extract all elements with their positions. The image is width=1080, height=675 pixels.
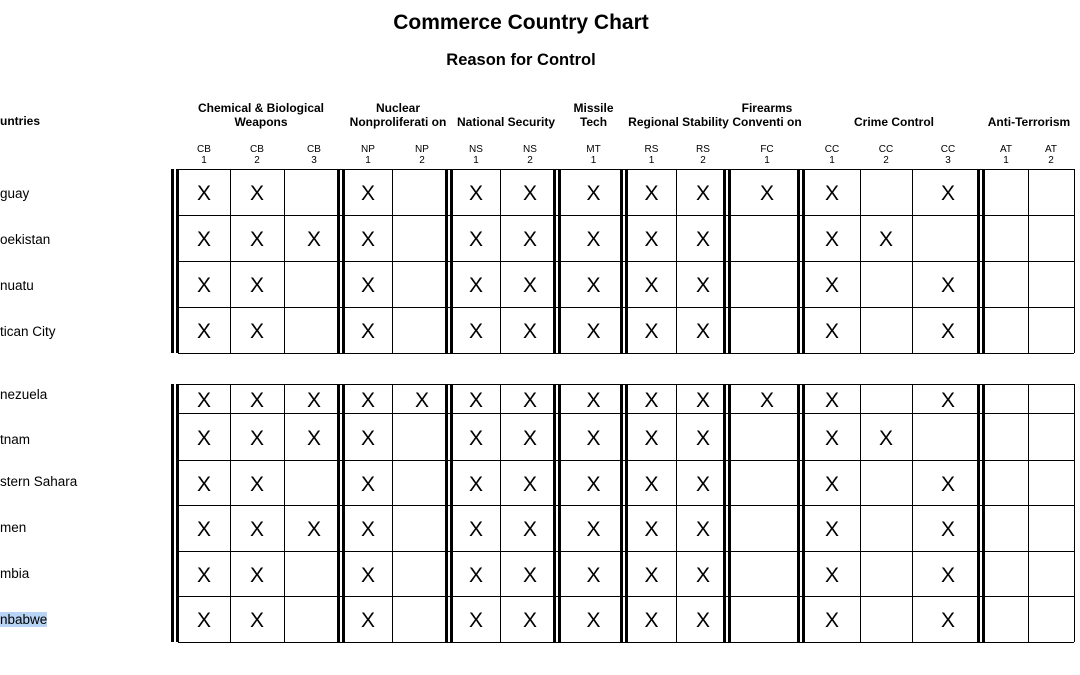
countries-column-header: untries (0, 114, 41, 128)
control-mark: X (249, 563, 264, 587)
control-mark: X (586, 472, 601, 496)
grid-column-line (1028, 169, 1029, 353)
grid-column-line (860, 169, 861, 353)
control-mark: X (695, 518, 710, 541)
grid-column-line (912, 169, 913, 353)
control-mark: X (824, 228, 839, 251)
column-code-label: CC 1 (824, 144, 840, 166)
country-name: tican City (0, 324, 56, 339)
control-mark: X (878, 426, 893, 450)
control-mark: X (586, 320, 601, 343)
control-mark: X (940, 609, 955, 632)
country-row-label[interactable] (0, 566, 29, 581)
control-mark: X (468, 472, 483, 496)
grid-group-divider (728, 384, 731, 642)
column-code-label: CC 3 (940, 144, 956, 166)
grid-group-divider (171, 169, 174, 353)
grid-group-divider (337, 169, 340, 353)
grid-group-divider (728, 169, 731, 353)
control-mark: X (196, 274, 211, 297)
country-row-label[interactable] (0, 432, 30, 447)
column-group-header: Chemical & Biological Weapons (197, 101, 325, 129)
country-name: men (0, 520, 27, 535)
grid-group-divider (723, 384, 726, 642)
grid-group-divider (625, 384, 628, 642)
control-mark: X (644, 472, 659, 496)
country-name: nuatu (0, 278, 34, 293)
column-code-label: NP 1 (361, 144, 375, 166)
control-mark: X (249, 228, 264, 251)
grid-column-line (500, 384, 501, 642)
control-mark: X (695, 228, 710, 251)
grid-column-line (860, 384, 861, 642)
control-mark: X (414, 388, 429, 412)
country-row-label[interactable] (0, 232, 50, 247)
control-mark: X (249, 472, 264, 496)
column-code-label: NS 1 (469, 144, 483, 166)
control-mark: X (522, 472, 537, 496)
control-mark: X (759, 182, 774, 205)
control-mark: X (360, 472, 375, 496)
grid-group-divider (797, 384, 800, 642)
control-mark: X (522, 228, 537, 251)
control-mark: X (824, 472, 839, 496)
control-mark: X (249, 274, 264, 297)
control-mark: X (249, 388, 264, 412)
control-mark: X (644, 228, 659, 251)
column-code-label: MT 1 (586, 144, 601, 166)
control-mark: X (940, 274, 955, 297)
control-mark: X (940, 182, 955, 205)
column-group-header: Regional Stability (628, 115, 729, 129)
grid-group-divider (558, 169, 561, 353)
control-mark: X (196, 320, 211, 343)
country-row-label[interactable] (0, 324, 56, 339)
grid-group-divider (176, 384, 179, 642)
grid-group-divider (171, 384, 174, 642)
grid-group-divider (977, 384, 980, 642)
grid-row-line (178, 353, 1074, 354)
grid-group-divider (450, 384, 453, 642)
column-group-header: National Security (456, 115, 556, 129)
control-mark: X (522, 518, 537, 541)
control-mark: X (196, 518, 211, 541)
control-mark: X (522, 320, 537, 343)
grid-group-divider (625, 169, 628, 353)
grid-column-line (500, 169, 501, 353)
control-mark: X (196, 228, 211, 251)
control-mark: X (522, 182, 537, 205)
grid-group-divider (553, 384, 556, 642)
column-code-label: FC 1 (760, 144, 774, 166)
control-mark: X (522, 609, 537, 632)
control-mark: X (360, 609, 375, 632)
control-mark: X (586, 518, 601, 541)
grid-column-line (1074, 384, 1075, 642)
grid-group-divider (977, 169, 980, 353)
control-mark: X (824, 182, 839, 205)
control-mark: X (759, 388, 774, 412)
grid-group-divider (620, 384, 623, 642)
control-mark: X (468, 518, 483, 541)
control-mark: X (249, 609, 264, 632)
column-code-label: CB 2 (250, 144, 264, 166)
control-mark: X (522, 563, 537, 587)
grid-group-divider (982, 169, 985, 353)
control-mark: X (468, 228, 483, 251)
page-subtitle: Reason for Control (446, 51, 596, 69)
grid-group-divider (342, 169, 345, 353)
control-mark: X (644, 563, 659, 587)
control-mark: X (468, 274, 483, 297)
control-mark: X (695, 472, 710, 496)
column-group-header: Firearms Conventi on (732, 101, 802, 129)
control-mark: X (249, 426, 264, 450)
column-code-label: CB 1 (197, 144, 211, 166)
control-mark: X (468, 609, 483, 632)
country-name: nezuela (0, 387, 48, 402)
control-mark: X (695, 609, 710, 632)
grid-row-line (178, 642, 1074, 643)
control-mark: X (522, 274, 537, 297)
control-mark: X (586, 388, 601, 412)
grid-group-divider (445, 384, 448, 642)
column-code-label: NP 2 (415, 144, 429, 166)
control-mark: X (695, 182, 710, 205)
grid-group-divider (176, 169, 179, 353)
control-mark: X (940, 518, 955, 541)
grid-group-divider (802, 384, 805, 642)
control-mark: X (360, 518, 375, 541)
control-mark: X (196, 182, 211, 205)
control-mark: X (824, 320, 839, 343)
control-mark: X (360, 426, 375, 450)
control-mark: X (824, 274, 839, 297)
control-mark: X (586, 426, 601, 450)
control-mark: X (249, 518, 264, 541)
control-mark: X (306, 388, 321, 412)
column-code-label: RS 1 (644, 144, 659, 166)
control-mark: X (644, 274, 659, 297)
grid-group-divider (558, 384, 561, 642)
grid-group-divider (797, 169, 800, 353)
column-group-header: Nuclear Nonproliferati on (349, 101, 447, 129)
grid-column-line (230, 384, 231, 642)
control-mark: X (196, 563, 211, 587)
control-mark: X (196, 472, 211, 496)
column-code-label: CC 2 (878, 144, 894, 166)
control-mark: X (824, 563, 839, 587)
column-code-label: CB 3 (307, 144, 321, 166)
grid-column-line (912, 384, 913, 642)
control-mark: X (196, 426, 211, 450)
country-row-label[interactable] (0, 186, 29, 201)
control-mark: X (824, 609, 839, 632)
control-mark: X (586, 228, 601, 251)
control-mark: X (586, 563, 601, 587)
grid-group-divider (982, 384, 985, 642)
grid-column-line (1074, 169, 1075, 353)
country-name: guay (0, 186, 30, 201)
control-mark: X (695, 320, 710, 343)
control-mark: X (940, 388, 955, 412)
column-code-label: RS 2 (696, 144, 710, 166)
column-group-header: Crime Control (853, 115, 934, 129)
control-mark: X (940, 472, 955, 496)
country-name: stern Sahara (0, 474, 78, 489)
country-name: mbia (0, 566, 30, 581)
control-mark: X (196, 609, 211, 632)
control-mark: X (695, 563, 710, 587)
country-name: tnam (0, 432, 31, 447)
country-name: nbabwe (0, 612, 48, 627)
control-mark: X (878, 228, 893, 251)
grid-column-line (284, 169, 285, 353)
control-mark: X (468, 182, 483, 205)
control-mark: X (940, 563, 955, 587)
grid-column-line (676, 169, 677, 353)
page-title: Commerce Country Chart (393, 11, 649, 34)
control-mark: X (695, 274, 710, 297)
control-mark: X (468, 388, 483, 412)
control-mark: X (695, 388, 710, 412)
control-mark: X (360, 274, 375, 297)
control-mark: X (468, 563, 483, 587)
control-mark: X (306, 518, 321, 541)
column-code-label: AT 1 (999, 144, 1013, 166)
control-mark: X (644, 320, 659, 343)
control-mark: X (644, 518, 659, 541)
control-mark: X (360, 228, 375, 251)
grid-column-line (1028, 384, 1029, 642)
control-mark: X (196, 388, 211, 412)
grid-group-divider (337, 384, 340, 642)
control-mark: X (249, 320, 264, 343)
control-mark: X (522, 388, 537, 412)
country-row-label[interactable] (0, 612, 47, 627)
grid-group-divider (450, 169, 453, 353)
grid-group-divider (553, 169, 556, 353)
country-name: oekistan (0, 232, 51, 247)
country-row-label[interactable] (0, 474, 77, 489)
control-mark: X (249, 182, 264, 205)
country-row-label[interactable] (0, 278, 34, 293)
grid-column-line (676, 384, 677, 642)
control-mark: X (522, 426, 537, 450)
control-mark: X (940, 320, 955, 343)
control-mark: X (824, 518, 839, 541)
grid-group-divider (342, 384, 345, 642)
control-mark: X (644, 388, 659, 412)
control-mark: X (360, 563, 375, 587)
control-mark: X (360, 182, 375, 205)
control-mark: X (644, 182, 659, 205)
grid-column-line (230, 169, 231, 353)
grid-group-divider (802, 169, 805, 353)
column-code-label: AT 2 (1044, 144, 1058, 166)
control-mark: X (824, 388, 839, 412)
control-mark: X (468, 426, 483, 450)
control-mark: X (360, 388, 375, 412)
control-mark: X (586, 182, 601, 205)
column-code-label: NS 2 (523, 144, 537, 166)
control-mark: X (468, 320, 483, 343)
control-mark: X (644, 426, 659, 450)
control-mark: X (586, 609, 601, 632)
control-mark: X (306, 228, 321, 251)
grid-column-line (392, 384, 393, 642)
control-mark: X (306, 426, 321, 450)
control-mark: X (824, 426, 839, 450)
country-row-label[interactable] (0, 520, 26, 535)
grid-column-line (284, 384, 285, 642)
column-group-header: Anti-Terrorism (987, 115, 1071, 129)
grid-group-divider (723, 169, 726, 353)
country-row-label[interactable] (0, 387, 47, 402)
grid-group-divider (445, 169, 448, 353)
grid-group-divider (620, 169, 623, 353)
control-mark: X (360, 320, 375, 343)
control-mark: X (695, 426, 710, 450)
grid-column-line (392, 169, 393, 353)
control-mark: X (586, 274, 601, 297)
column-group-header: Missile Tech (573, 101, 614, 129)
control-mark: X (644, 609, 659, 632)
